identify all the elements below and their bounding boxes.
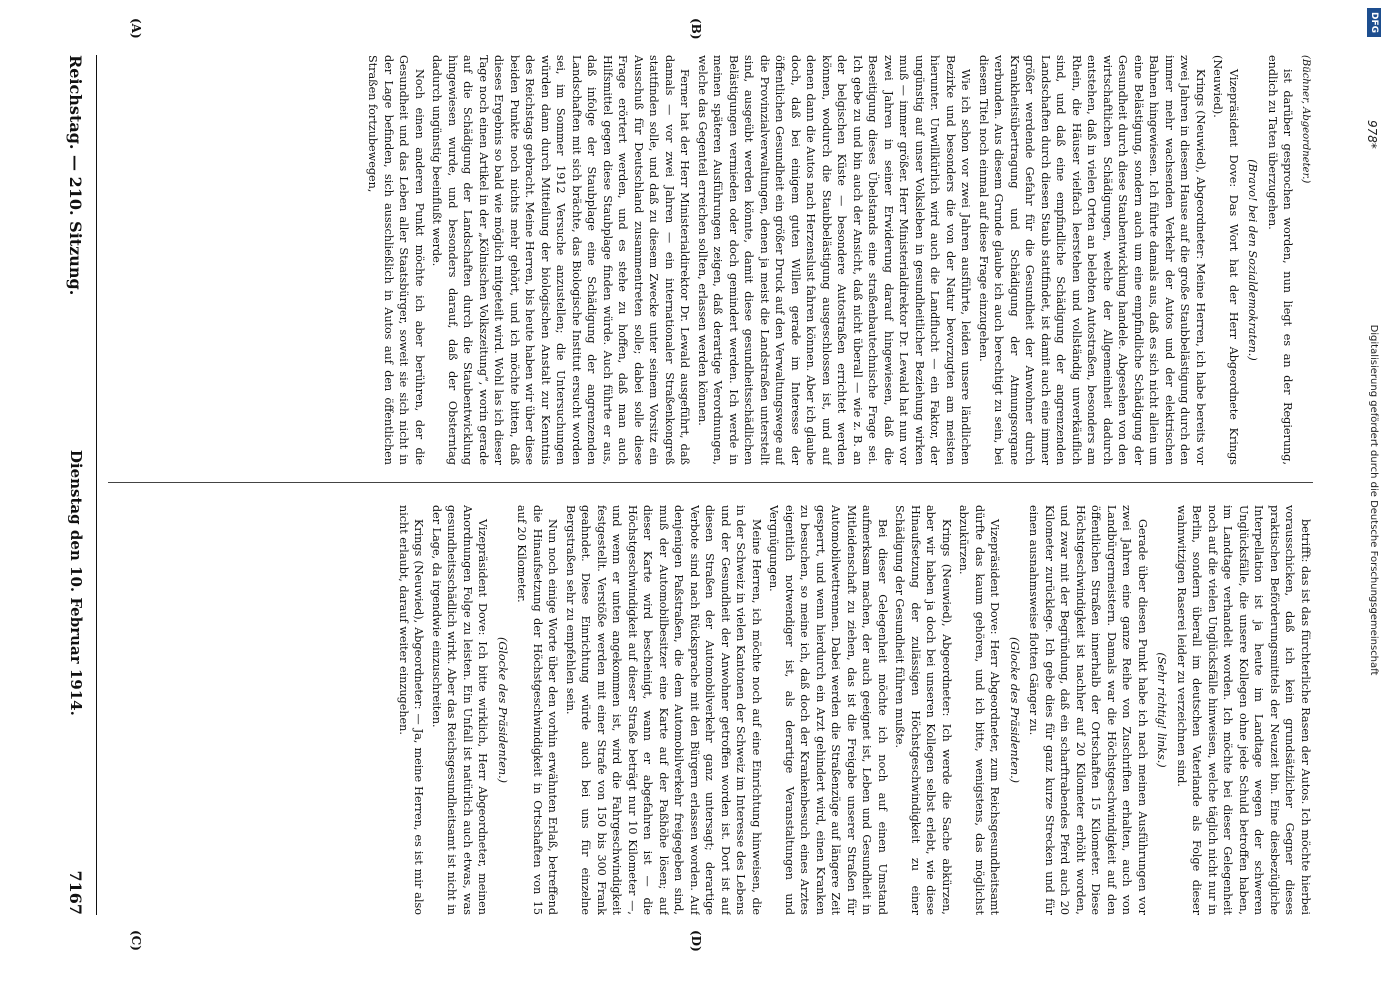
right-column-paragraph: (Sehr richtig! links.) bbox=[1155, 652, 1169, 768]
page-reference: 978* bbox=[1365, 120, 1379, 149]
margin-marker-a: (A) bbox=[129, 18, 143, 39]
left-column-paragraph: (Büchner, Abgeordneter.) bbox=[1300, 55, 1311, 184]
margin-marker-d: (D) bbox=[689, 930, 703, 952]
right-column-paragraph: betrifft: das ist das fürchterliche Rasen der Autos. Ich möchte hierbei vorausschicken, daß ich kein grundsätzlicher Gegner dieses praktischen Beförderungsmittels der Neuzeit bin. Eine diesbezügliche Interpellation ist ja heute im Landtage wegen der schweren Unglücksfälle, die unsere Kollegen ohne jede Schuld betroffen haben, im Landtage verhandelt worden. Ich möchte bei dieser Gelegenheit noch auf die vielen Unglücksfälle hinweisen, welche täglich nicht nur in Berlin, sondern überall im deutschen Vaterlande als Folge dieser wahnwitzigen Raserei leider zu verzeichnen sind. bbox=[1175, 505, 1312, 915]
right-column-paragraph: Meine Herren, ich möchte noch auf eine Einrichtung hinweisen, die in der Schweiz in vielen Kantonen der Schweiz im Interesse des Lebens und der Gesundheit der Anwohner getroffen worden ist. Dort ist auf diesen Straßen der Automobilverkehr ganz untersagt; derartige Verbote sind nach Rücksprache mit den Bürgern erlassen worden. Auf denjenigen Paßstraßen, die dem Automobilverkehr freigegeben sind, muß der Automobilbesitzer eine Karte auf der Paßhöhe lösen; auf dieser Karte wird bescheinigt, wann er abgefahren ist — die Höchstgeschwindigkeit auf dieser Straße beträgt nur 10 Kilometer —, und wenn er unten angekommen ist, wird die Fahrgeschwindigkeit festgestellt. Verstöße werden mit einer Strafe von 150 bis 300 Frank geahndet. Diese Einrichtung würde auch bei uns für einzelne Bergstraßen sehr zu empfehlen sein. bbox=[564, 505, 763, 915]
left-column bbox=[108, 55, 1313, 465]
header-date: Dienstag den 10. Februar 1914. bbox=[67, 449, 85, 716]
left-column-paragraph: ist darüber gesprochen worden, nun liegt es an der Regierung, endlich zu Taten überzugehen. bbox=[1266, 55, 1295, 465]
left-column-paragraph: Vizepräsident Dove: Das Wort hat der Herr Abgeordnete Krings (Neuwied). bbox=[1211, 55, 1240, 465]
page-header bbox=[59, 55, 93, 915]
margin-marker-b: (B) bbox=[689, 18, 703, 40]
column-divider bbox=[108, 482, 1313, 483]
left-column-paragraph: Ferner hat der Herr Ministerialdirektor Dr. Lewald ausgeführt, daß damals — vor zwei Jahren — ein internationaler Straßenkongreß stattfinden solle, und daß zu diesem Zwecke unter seinem Vorsitz ein Ausschuß für Deutschland zusammentreten solle; dabei solle diese Frage erörtert werden, und es stehe zu hoffen, daß man auch Hilfsmittel gegen diese Staubplage finden würde. Auch führte er aus, daß infolge der Staubplage eine Schädigung der angrenzenden Landschaften mit sich brächte, das Biologische Institut ersucht worden sei, im Sommer 1912 Versuche anzustellen; die Untersuchungen würden dann durch Mitteilung der biologischen Anstalt zur Kenntnis des Reichstags gebracht. Meine Herren, bis heute haben wir über diese beiden Punkte noch nichts mehr gehört, und ich möchte bitten, daß dieses Ergebnis so bald wie möglich mitgeteilt wird. Wohl las ich dieser Tage noch einen Artikel in der „Kölnischen Volkszeitung“, worin gerade auf die Schädigung der Landschaften durch die Staubentwicklung hingewiesen wurde, und besonders darauf, daß der Obsterntag dadurch ungünstig beeinflußt werde. bbox=[430, 55, 692, 465]
header-page-number: 7167 bbox=[66, 870, 86, 915]
left-column-paragraph: Krings (Neuwied), Abgeordneter: Meine Herren, ich habe bereits vor zwei Jahren in diesem Hause auf die große Staubbelästigung durch den immer mehr wachsenden Verkehr der Autos und der elektrischen Bahnen hingewiesen. Ich führte damals aus, daß es sich nicht allein um eine Belästigung, sondern auch um eine empfindliche Schädigung der Gesundheit durch diese Staubentwicklung handele. Abgesehen von den wirtschaftlichen Schädigungen, welche der Allgemeinheit dadurch entstehen, daß in vielen Orten an belebten Autostraßen, besonders am Rhein, die Häuser vielfach leerstehen und vollständig unverkäuflich sind, und daß eine empfindliche Schädigung der angrenzenden Landschaften durch diesen Staub stattfindet, ist damit auch eine immer größer werdende Gefahr für die Gesundheit der Anwohner durch Krankheitsübertragung und Schädigung der Atmungsorgane verbunden. Aus diesem Grunde glaube ich auch berechtigt zu sein, bei diesem Titel noch einmal auf diese Frage einzugehen. bbox=[977, 55, 1207, 465]
margin-marker-c: (C) bbox=[129, 930, 143, 951]
right-column-paragraph: Vizepräsident Dove: Ich bitte wirklich, Herr Abgeordneter, meinen Anordnungen Folge zu leisten. Ein Unfall ist natürlich auch etwas, was gesundheitsschädlich wirkt. Aber das Reichsgesundheitsamt ist nicht in der Lage, da irgendwie einzuschreiten. bbox=[430, 505, 490, 915]
header-rule bbox=[96, 55, 97, 915]
right-column-paragraph: (Glocke des Präsidenten.) bbox=[1008, 636, 1021, 783]
right-column-paragraph: Krings (Neuwied), Abgeordneter: — Ja, meine Herren, es ist mir also nicht erlaubt, darauf weiter einzugehen. bbox=[397, 505, 426, 915]
right-column-paragraph: Krings (Neuwied), Abgeordneter: Ich werde die Sache abkürzen, aber wir haben ja doch bei unseren Kollegen selbst erlebt, wie diese Hinaufsetzung der zulässigen Höchstgeschwindigkeit zu einer Schädigung der Gesundheit führen mußte. bbox=[893, 505, 953, 915]
right-column-paragraph: Gerade über diesen Punkt habe ich nach meinen Ausführungen vor zwei Jahren eine ganze Reihe von Zuschriften erhalten, auch von Landbürgermeistern. Damals war die Höchstgeschwindigkeit auf den öffentlichen Straßen innerhalb der Ortschaften 15 Kilometer. Diese Höchstgeschwindigkeit ist nachher auf 20 Kilometer erhöht worden, und zwar mit der Begründung, daß ein scharftrabendes Pferd auch 20 Kilometer zurücklege. Ich gebe dies für ganz kurze Strecken und für einen ausnahmsweise flotten Gänger zu. bbox=[1027, 505, 1149, 915]
right-column-paragraph: (Glocke des Präsidenten.) bbox=[496, 636, 509, 783]
digitization-note: Digitalisierung gefördert durch die Deutsche Forschungsgemeinschaft bbox=[1368, 324, 1380, 676]
digitization-note-bar bbox=[1365, 0, 1383, 1000]
right-column-paragraph: Nun noch einige Worte über den vorhin erwähnten Erlaß, betreffend die Hinaufsetzung der Höchstgeschwindigkeit in Ortschaften von 15 auf 20 Kilometer. bbox=[515, 505, 560, 915]
left-column-paragraph: Wie ich schon vor zwei Jahren ausführte, leiden unsere ländlichen Bezirke und besonders die von der Natur bevorzugten am meisten hierunter. Unwillkürlich wird auch die Landflucht — ein Faktor, der ungünstig auf unser Volksleben in gesundheitlicher Beziehung wirken muß — immer größer. Herr Ministerialdirektor Dr. Lewald hat nun vor zwei Jahren in seiner Erwiderung darauf hingewiesen, daß die Beseitigung dieses Übelstands eine straßenbautechnische Frage sei. Ich gebe zu und bin auch der Ansicht, daß nicht überall — wie z. B. an der belgischen Küste — besondere Autostraßen errichtet werden können, wodurch die Staubbelästigung ausgeschlossen ist, und auf denen dann die Autos nach Herzenslust fahren können. Aber ich glaube doch, daß bei einigem guten Willen gerade im Interesse der öffentlichen Gesundheit ein größer Druck auf den Verwaltungswege auf die Provinzialverwaltungen, denen ja meist die Landstraßen unterstellt sind, ausgeübt werden könnte, damit diese gesundheitsschädlichen Belästigungen vermieden oder doch gemindert werden. Ich werde in meinen späteren Ausführungen zeigen, daß derartige Verordnungen, welche das Gegenteil erreichen sollten, erlassen werden können. bbox=[696, 55, 973, 465]
right-column-paragraph: Bei dieser Gelegenheit möchte ich noch auf einen Umstand aufmerksam machen, der auch geeignet ist, Leben und Gesundheit in Mitleidenschaft zu ziehen, das ist die Freigabe unserer Straßen für Automobilwettrennen. Dabei werden die Straßenzüge auf längere Zeit gesperrt, und wenn hierdurch ein Arzt gehindert wird, einen Kranken zu besuchen, so meine ich, daß doch der Krankenbesuch eines Arztes eigentlich notwendiger ist, als derartige Veranstaltungen und Vergnügungen. bbox=[767, 505, 889, 915]
right-column bbox=[108, 505, 1313, 915]
dfg-logo: DFG bbox=[1367, 8, 1381, 37]
left-column-paragraph: Noch einen anderen Punkt möchte ich aber berühren, der die Gesundheit und das Leben aller Staatsbürger, soweit sie sich nicht in der Lage befinden, sich ausschließlich in Autos auf den öffentlichen Straßen fortzubewegen, bbox=[366, 55, 426, 465]
left-column-paragraph: (Bravo! bei den Sozialdemokraten.) bbox=[1246, 159, 1260, 361]
header-left: Reichstag. — 210. Sitzung. bbox=[66, 55, 86, 296]
right-column-paragraph: Vizepräsident Dove: Herr Abgeordneter, zum Reichsgesundheitsamt dürfte das kaum gehören, und ich bitte, wenigstens, das möglichst abzukürzen. bbox=[957, 505, 1002, 915]
